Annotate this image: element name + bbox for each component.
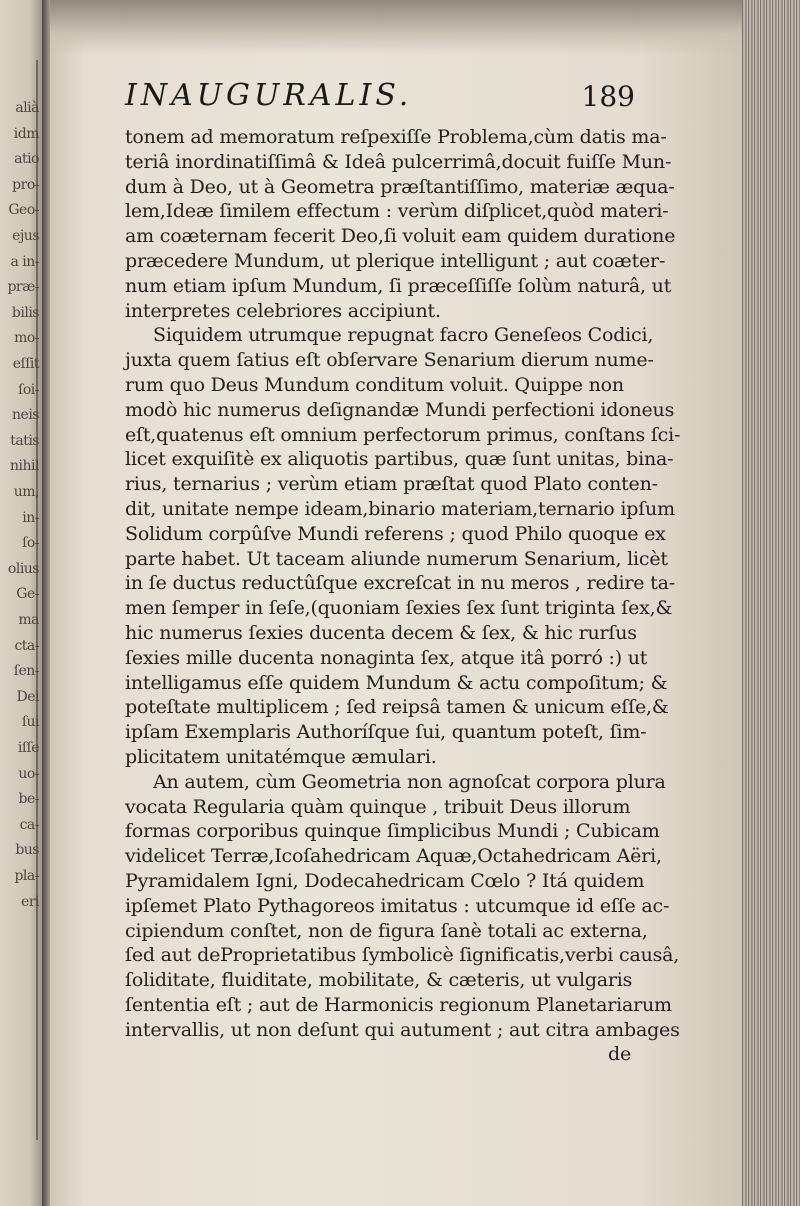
left-page-fragment: pla- xyxy=(14,868,39,884)
left-page-fragment: neis xyxy=(12,407,39,424)
text-line: ipſemet Plato Pythagoreos imitatus : utcumque id eſſe ac- xyxy=(125,894,670,917)
left-page-fragment: idm xyxy=(13,125,39,142)
text-line: formas corporibus quinque ſimplicibus Mundi ; Cubicam xyxy=(125,820,660,843)
left-page-fragment: bus xyxy=(15,842,39,859)
text-line: lem,Ideæ ſimilem effectum : verùm diſplicet,quòd materi- xyxy=(125,200,669,223)
left-page-fragment: præ- xyxy=(7,279,39,296)
page-number: 189 xyxy=(581,80,635,113)
text-line: teriâ inordinatiſſimâ & Ideâ pulcerrimâ,docuit fuiſſe Mun- xyxy=(125,150,672,173)
text-line: Pyramidalem Igni, Dodecahedricam Cœlo ? Itá quidem xyxy=(125,869,645,892)
running-head: INAUGURALIS. xyxy=(125,78,413,113)
text-line: ipſam Exemplaris Authoríſque ſui, quantum poteſt, ſim- xyxy=(125,721,647,744)
left-page-fragment: iſſe xyxy=(17,740,39,756)
book-gutter xyxy=(42,0,50,1206)
left-page-fragment: ſo- xyxy=(22,535,39,552)
left-page-fragment: nihil xyxy=(10,458,39,475)
text-line: plicitatem unitatémque æmulari. xyxy=(125,745,437,768)
left-page-fragment: um, xyxy=(13,484,39,500)
text-line: intervallis, ut non deſunt qui autument ; aut citra ambages xyxy=(125,1018,680,1041)
page-stack-edges xyxy=(742,0,800,1206)
text-line: men ſemper in ſeſe,(quoniam ſexies ſex ſunt triginta ſex,& xyxy=(125,597,673,620)
left-page-fragment: cta- xyxy=(14,637,39,654)
page-header xyxy=(125,78,635,118)
left-page-fragment: uo- xyxy=(18,765,39,782)
text-line: vocata Regularia quàm quinque , tribuit Deus illorum xyxy=(125,795,631,818)
text-line: intelligamus eſſe quidem Mundum & actu compoſitum; & xyxy=(125,671,668,694)
text-line: juxta quem ſatius eſt obſervare Senarium dierum nume- xyxy=(125,349,654,372)
left-page-fragment: Dei xyxy=(16,688,39,705)
left-page-fragment: ſui xyxy=(21,714,39,731)
text-line: hic numerus ſexies ducenta decem & ſex, & hic rurſus xyxy=(125,621,637,644)
left-page-fragment: be- xyxy=(18,791,39,808)
text-line: videlicet Terræ,Icoſahedricam Aquæ,Octahedricam Aëri, xyxy=(125,845,662,868)
left-page-fragment: pro- xyxy=(12,176,39,193)
text-line: rius, ternarius ; verùm etiam præſtat quod Plato conten- xyxy=(125,473,658,496)
text-line: cipiendum conſtet, non de figura ſanè totali ac externa, xyxy=(125,919,648,942)
left-page-fragment: Geo- xyxy=(8,202,39,219)
left-page-fragment: atio xyxy=(14,151,39,168)
left-page-fragment: eſſit xyxy=(12,356,39,372)
left-page-fragment: ſen- xyxy=(13,663,39,680)
text-line: ſoliditate, fluiditate, mobilitate, & cæteris, ut vulgaris xyxy=(125,969,633,992)
catchword: de xyxy=(607,1043,631,1066)
text-line: dum à Deo, ut à Geometra præſtantiſſimo, materiæ æqua- xyxy=(125,175,675,198)
left-facing-page xyxy=(0,0,42,1206)
body-text xyxy=(125,125,681,1067)
left-page-fragment: eri xyxy=(21,893,39,910)
text-line: Siquidem utrumque repugnat facro Geneſeos Codici, xyxy=(153,324,654,347)
left-page-fragment: ma xyxy=(18,612,39,628)
text-line: licet exquiſitè ex aliquotis partibus, quæ ſunt unitas, bina- xyxy=(125,448,674,471)
text-line: An autem, cùm Geometria non agnoſcat corpora plura xyxy=(153,770,666,793)
text-line: dit, unitate nempe ideam,binario materiam,ternario ipſum xyxy=(125,497,675,520)
left-page-fragment: mo- xyxy=(14,330,39,347)
text-line: ſententia eſt ; aut de Harmonicis regionum Planetariarum xyxy=(125,993,672,1016)
text-line: interpretes celebriores accipiunt. xyxy=(125,299,441,322)
page-top-shadow xyxy=(42,0,742,55)
text-line: tonem ad memoratum reſpexiſſe Problema,cùm datis ma- xyxy=(125,126,667,148)
text-line: Solidum corpûſve Mundi referens ; quod Philo quoque ex xyxy=(125,522,666,545)
text-line: rum quo Deus Mundum conditum voluit. Quippe non xyxy=(125,373,624,396)
text-line: poteſtate multiplicem ; ſed reipsâ tamen & unicum eſſe,& xyxy=(125,696,669,719)
text-line: am coæternam fecerit Deo,ſi voluit eam quidem duratione xyxy=(125,225,676,248)
text-line: modò hic numerus deſignandæ Mundi perfectioni idoneus xyxy=(125,398,675,421)
text-line: num etiam ipſum Mundum, ſi præceſſiſſe ſolùm naturâ, ut xyxy=(125,274,672,297)
left-page-fragment: alià xyxy=(15,100,39,116)
text-line: parte habet. Ut taceam aliunde numerum Senarium, licèt xyxy=(125,547,668,570)
left-page-fragment: in- xyxy=(22,509,39,526)
text-line: præcedere Mundum, ut plerique intelligunt ; aut coæter- xyxy=(125,249,666,272)
left-page-fragment: a in- xyxy=(10,253,39,270)
left-page-fragment: ejus xyxy=(12,228,39,244)
left-page-fragment: tatis xyxy=(10,432,39,449)
text-line: ſed aut deProprietatibus ſymbolicè ſignificatis,verbi causâ, xyxy=(125,944,680,967)
text-line: eſt,quatenus eſt omnium perfectorum primus, conſtans ſci- xyxy=(125,423,681,446)
left-page-fragment: Ge- xyxy=(16,586,39,603)
left-page-fragment: ſoi- xyxy=(18,381,39,398)
left-page-fragment: olius xyxy=(7,560,39,577)
text-line: ſexies mille ducenta nonaginta ſex, atque itâ porró :) ut xyxy=(125,646,648,669)
left-page-fragment: bilis xyxy=(11,304,39,321)
text-line: in ſe ductus reductûſque excreſcat in nu meros , redire ta- xyxy=(125,572,675,595)
left-page-fragment: ca- xyxy=(19,816,39,833)
